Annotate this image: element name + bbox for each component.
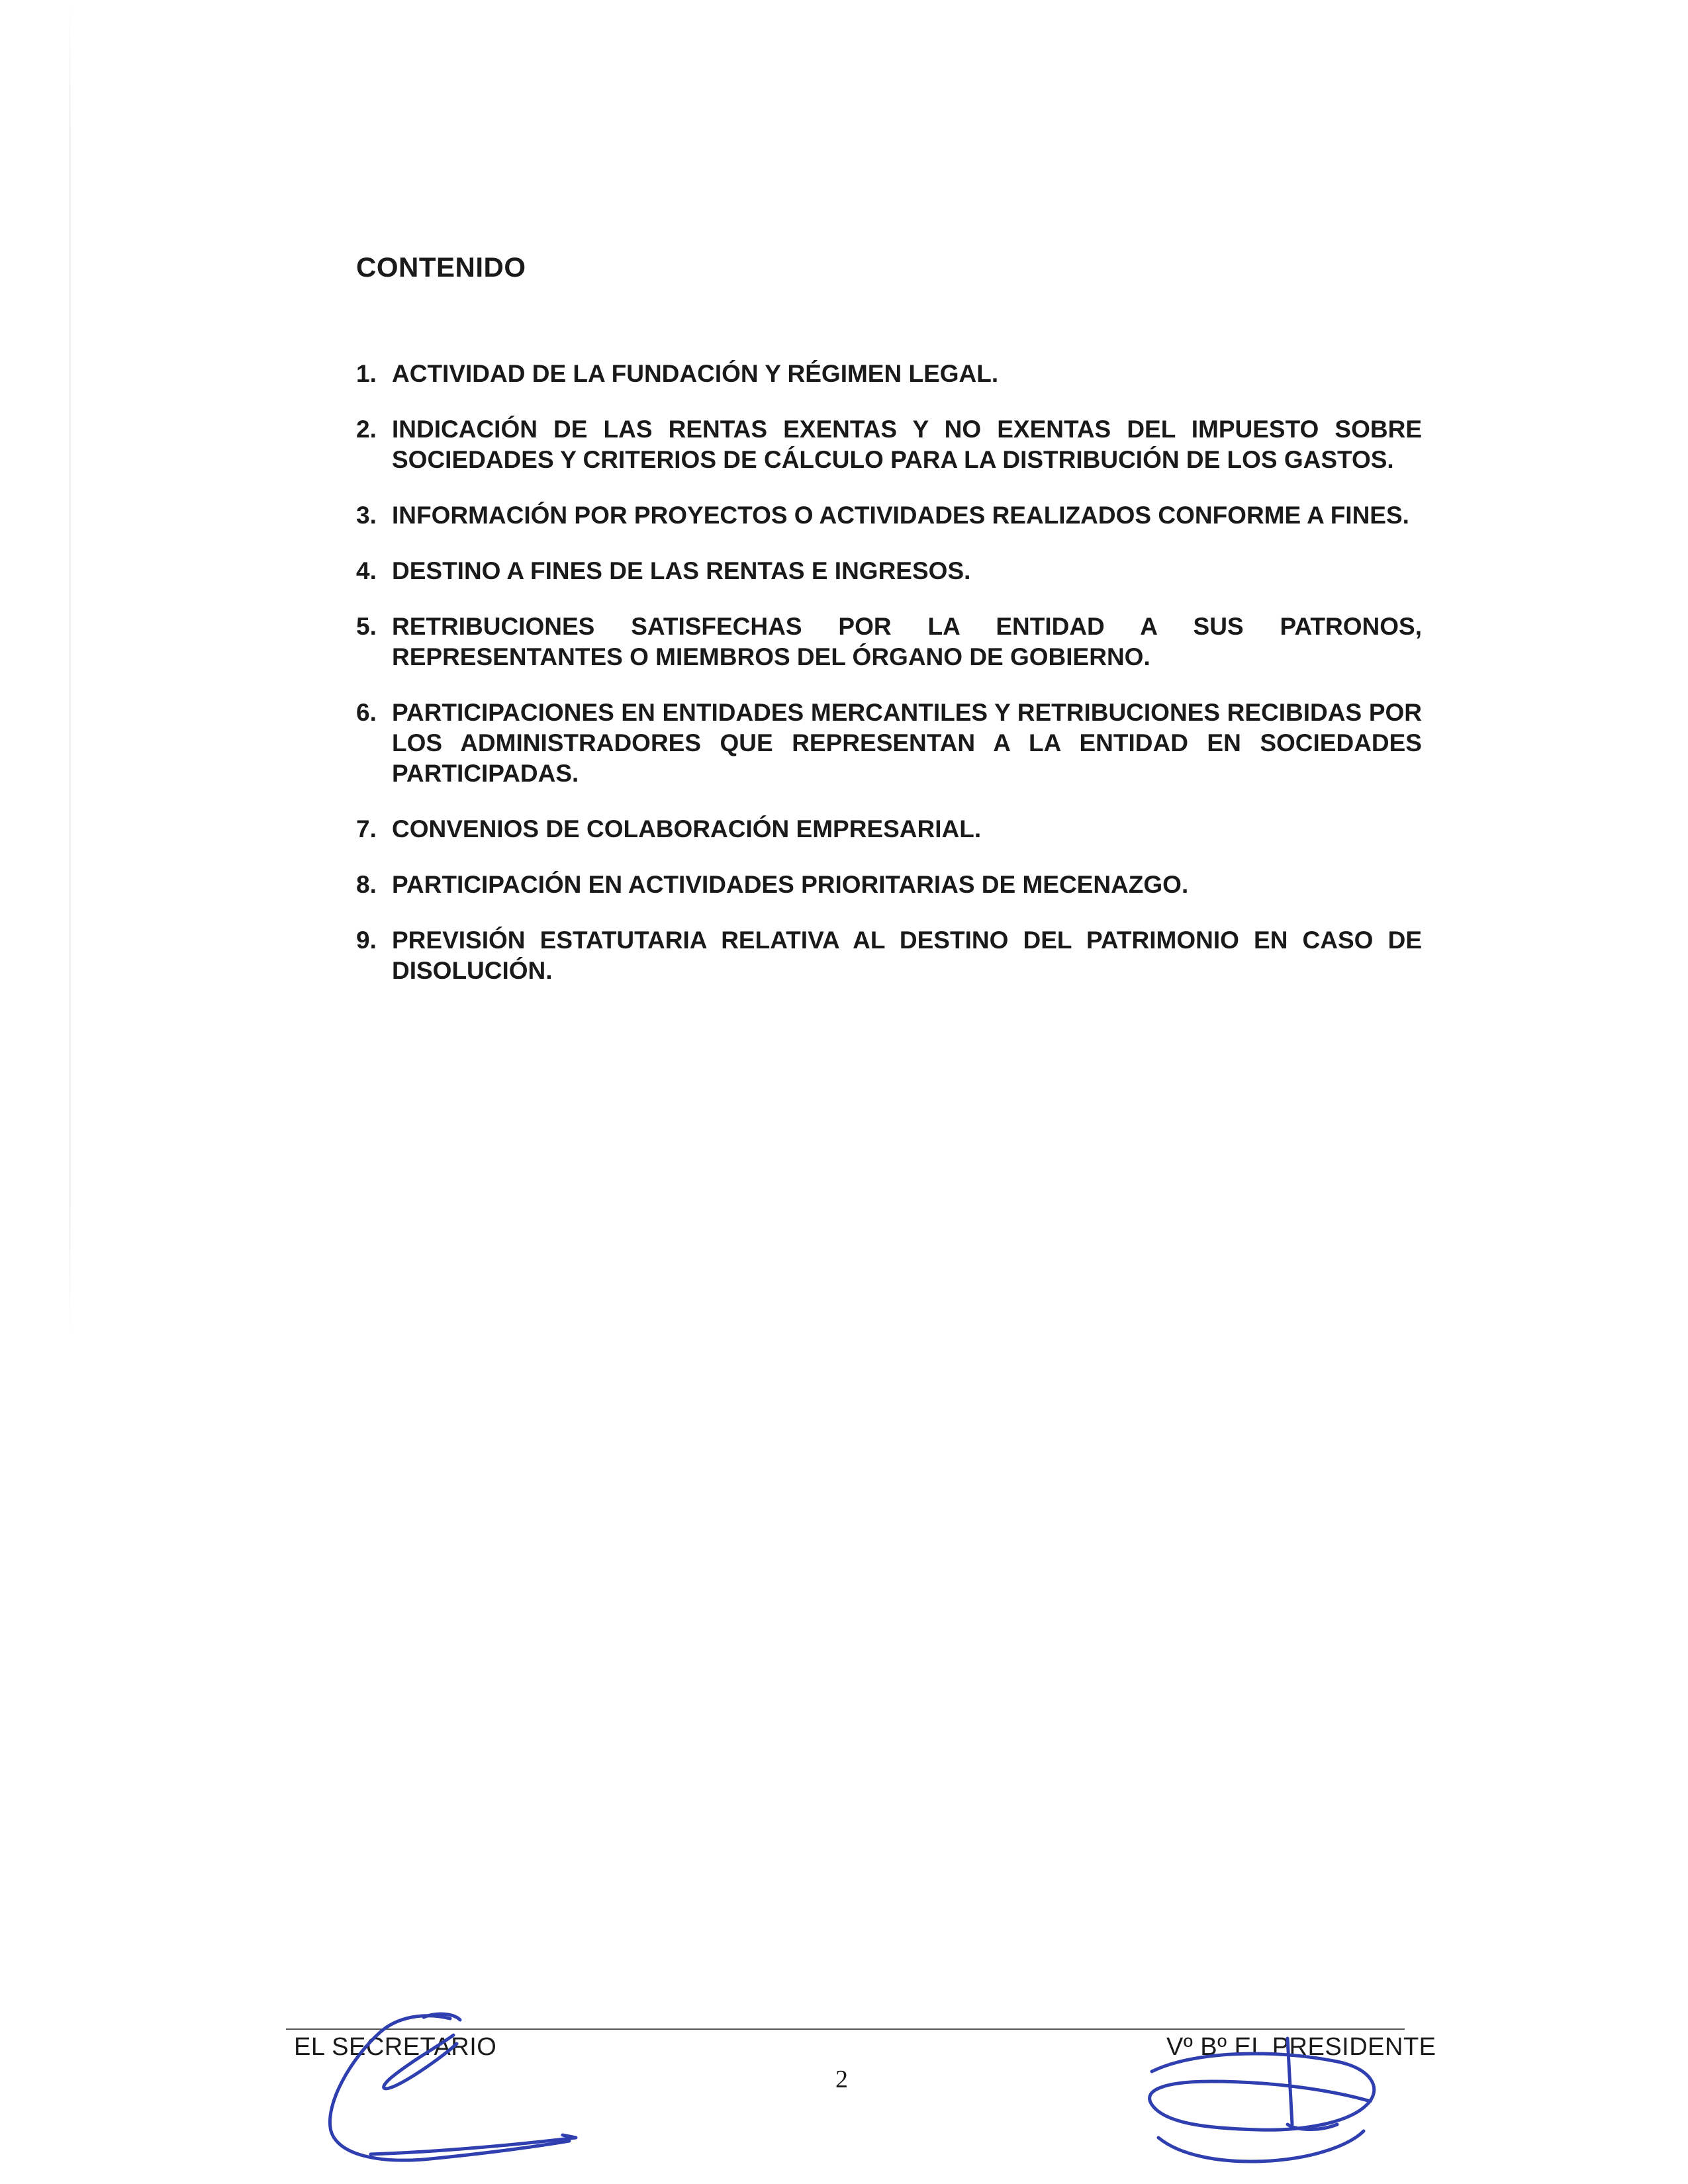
page-heading: CONTENIDO bbox=[356, 251, 526, 283]
list-item bbox=[356, 925, 1422, 986]
list-item bbox=[356, 556, 1422, 586]
secretary-signature-icon bbox=[311, 2005, 589, 2177]
item-text: PREVISIÓN ESTATUTARIA RELATIVA AL DESTINO DEL PATRIMONIO EN CASO DE DISOLUCIÓN. bbox=[392, 927, 1422, 984]
item-number: 7. bbox=[356, 815, 377, 842]
item-text: PARTICIPACIONES EN ENTIDADES MERCANTILES Y RETRIBUCIONES RECIBIDAS POR LOS ADMINISTRADORES QUE REPRESENTAN A LA ENTIDAD EN SOCIEDADES PARTICIPADAS. bbox=[392, 699, 1422, 787]
page-number: 2 bbox=[835, 2066, 848, 2093]
item-number: 6. bbox=[356, 699, 377, 726]
contents-list bbox=[356, 359, 1422, 986]
list-item bbox=[356, 870, 1422, 900]
secretary-label: EL SECRETARIO bbox=[294, 2033, 497, 2061]
item-text: DESTINO A FINES DE LAS RENTAS E INGRESOS. bbox=[392, 557, 971, 584]
document-body bbox=[356, 251, 1422, 1011]
item-number: 3. bbox=[356, 502, 377, 529]
item-number: 1. bbox=[356, 360, 377, 387]
scan-edge-shadow bbox=[69, 0, 71, 1337]
item-text: RETRIBUCIONES SATISFECHAS POR LA ENTIDAD A SUS PATRONOS, REPRESENTANTES O MIEMBROS DEL ÓRGANO DE GOBIERNO. bbox=[392, 613, 1422, 670]
list-item bbox=[356, 814, 1422, 844]
list-item bbox=[356, 698, 1422, 789]
list-item bbox=[356, 500, 1422, 531]
president-signature-icon bbox=[1139, 2032, 1390, 2184]
item-text: PARTICIPACIÓN EN ACTIVIDADES PRIORITARIAS DE MECENAZGO. bbox=[392, 871, 1189, 898]
item-number: 8. bbox=[356, 871, 377, 898]
president-label: Vº Bº EL PRESIDENTE bbox=[1166, 2033, 1436, 2061]
list-item bbox=[356, 612, 1422, 672]
list-item bbox=[356, 359, 1422, 389]
item-number: 9. bbox=[356, 927, 377, 954]
item-number: 2. bbox=[356, 416, 377, 443]
list-item bbox=[356, 414, 1422, 475]
item-number: 5. bbox=[356, 613, 377, 640]
item-text: INDICACIÓN DE LAS RENTAS EXENTAS Y NO EXENTAS DEL IMPUESTO SOBRE SOCIEDADES Y CRITERIOS DE CÁLCULO PARA LA DISTRIBUCIÓN DE LOS GASTOS. bbox=[392, 416, 1422, 473]
item-text: INFORMACIÓN POR PROYECTOS O ACTIVIDADES REALIZADOS CONFORME A FINES. bbox=[392, 502, 1409, 529]
item-text: ACTIVIDAD DE LA FUNDACIÓN Y RÉGIMEN LEGAL. bbox=[392, 360, 999, 387]
item-number: 4. bbox=[356, 557, 377, 584]
item-text: CONVENIOS DE COLABORACIÓN EMPRESARIAL. bbox=[392, 815, 982, 842]
